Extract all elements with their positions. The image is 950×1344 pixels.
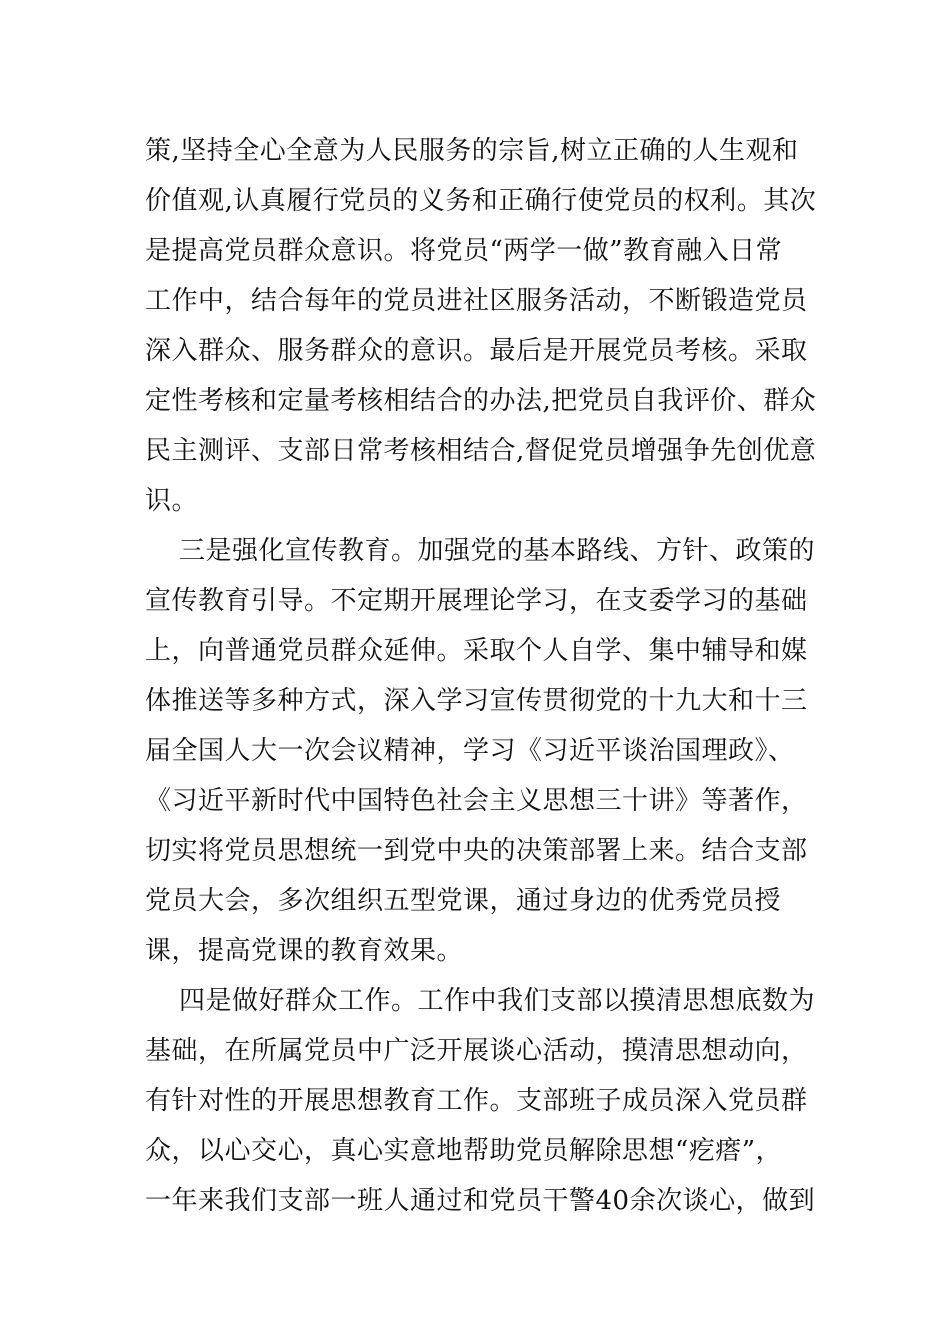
paragraph-1-line-7: 民主测评、支部日常考核相结合,督促党员增强争先创优意: [145, 436, 817, 466]
paragraph-3-line-3: 有针对性的开展思想教育工作。支部班子成员深入党员群: [145, 1086, 808, 1116]
paragraph-1-line-5: 深入群众、服务群众的意识。最后是开展党员考核。采取: [145, 336, 808, 366]
paragraph-2-line-9: 课，提高党课的教育效果。: [145, 936, 464, 966]
paragraph-3-line-2: 基础，在所属党员中广泛开展谈心活动，摸清思想动向，: [145, 1036, 808, 1066]
paragraph-3-line-4: 众，以心交心，真心实意地帮助党员解除思想“疙瘩”，: [145, 1136, 783, 1166]
paragraph-2-line-6: 《习近平新时代中国特色社会主义思想三十讲》等著作，: [145, 786, 808, 816]
paragraph-2-line-4: 体推送等多种方式，深入学习宣传贯彻党的十九大和十三: [145, 686, 808, 716]
paragraph-2-line-2: 宣传教育引导。不定期开展理论学习，在支委学习的基础: [145, 586, 808, 616]
paragraph-1-line-1: 策,坚持全心全意为人民服务的宗旨,树立正确的人生观和: [145, 136, 799, 166]
paragraph-3-line-1: 四是做好群众工作。工作中我们支部以摸清思想底数为: [179, 986, 816, 1016]
paragraph-2-line-8: 党员大会，多次组织五型党课，通过身边的优秀党员授: [145, 886, 782, 916]
paragraph-3-line-5: 一年来我们支部一班人通过和党员干警40余次谈心，做到: [145, 1186, 816, 1216]
paragraph-1-line-3: 是提高党员群众意识。将党员“两学一做”教育融入日常: [145, 236, 783, 266]
paragraph-2-line-5: 届全国人大一次会议精神，学习《习近平谈治国理政》、: [145, 736, 795, 766]
paragraph-1-line-2: 价值观,认真履行党员的义务和正确行使党员的权利。其次: [145, 186, 817, 216]
paragraph-2-line-3: 上，向普通党员群众延伸。采取个人自学、集中辅导和媒: [145, 636, 808, 666]
paragraph-2-line-7: 切实将党员思想统一到党中央的决策部署上来。结合支部: [145, 836, 808, 866]
paragraph-1-line-4: 工作中，结合每年的党员进社区服务活动，不断锻造党员: [145, 286, 808, 316]
paragraph-2-line-1: 三是强化宣传教育。加强党的基本路线、方针、政策的: [179, 536, 816, 566]
paragraph-1-line-8: 识。: [145, 486, 199, 516]
paragraph-1-line-6: 定性考核和定量考核相结合的办法,把党员自我评价、群众: [145, 386, 817, 416]
